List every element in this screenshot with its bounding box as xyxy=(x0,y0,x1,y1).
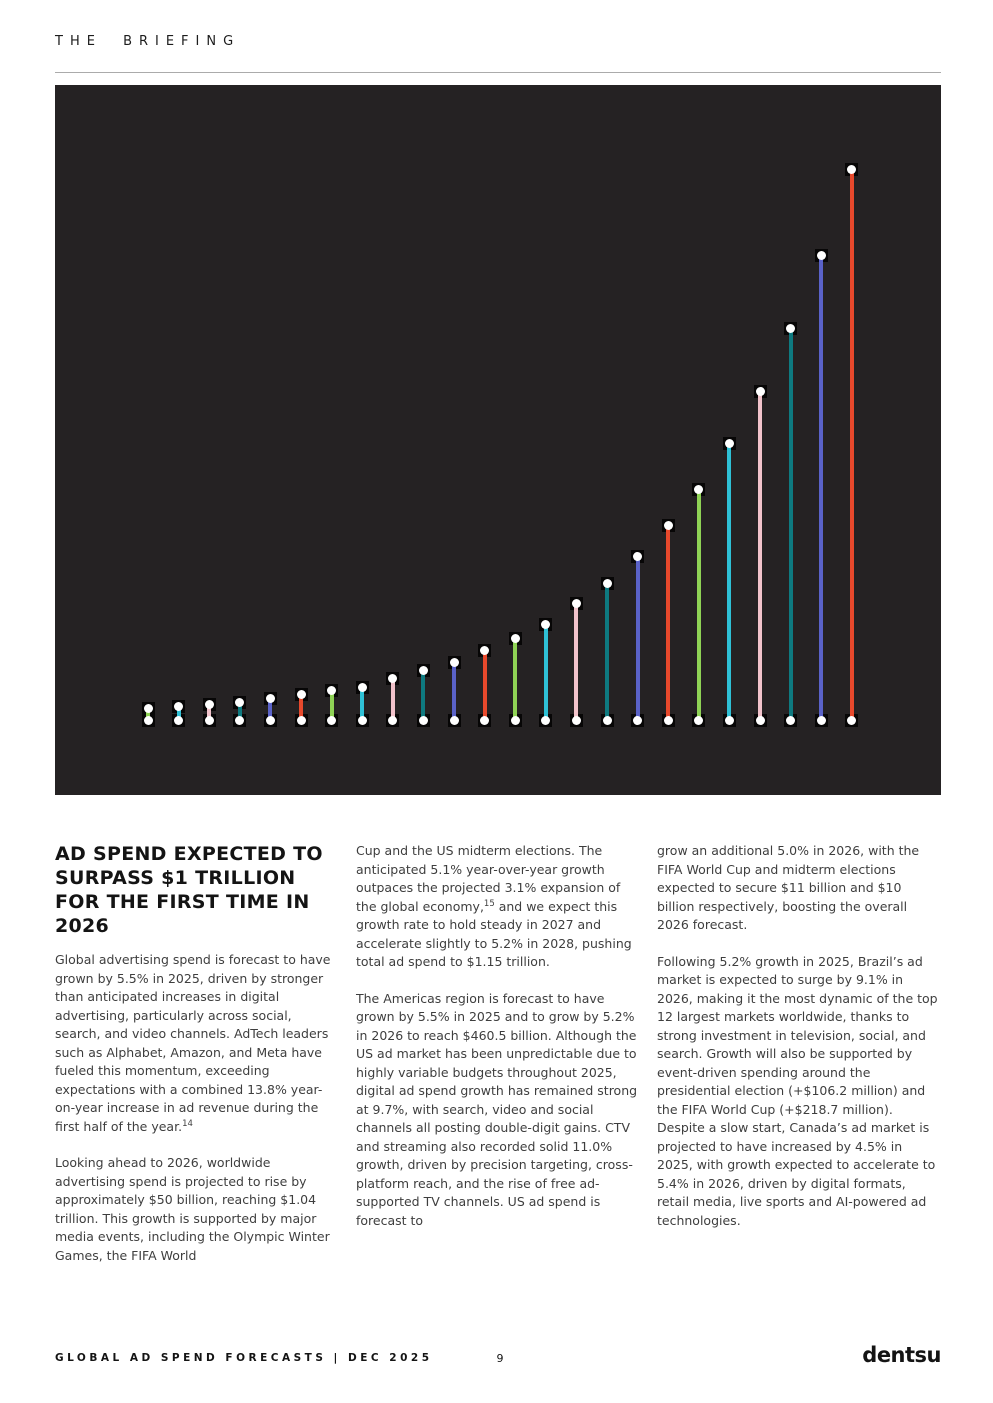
bar-top-dot xyxy=(694,485,703,494)
body-paragraph: Following 5.2% growth in 2025, Brazil’s ad market is expected to surge by 9.1% in 2026, making it the most dynamic of the top 12 largest markets worldwide, thanks to strong investment in television, social, and search. Growth will also be supported by event-driven spending around the presidential election (+$106.2 million) and the FIFA World Cup (+$218.7 million). Despite a slow start, Canada’s ad market is projected to have increased by 4.5% in 2025, with growth expected to accelerate to 5.4% in 2026, driven by digital formats, retail media, live sports and AI-powered ad technologies. xyxy=(657,953,938,1228)
bar-line xyxy=(391,678,395,720)
bar-bottom-dot xyxy=(572,716,581,725)
bar-bottom-dot xyxy=(664,716,673,725)
bar-top-dot xyxy=(664,521,673,530)
bar-bottom-dot xyxy=(847,716,856,725)
bar-line xyxy=(513,638,517,720)
bar-top-dot xyxy=(817,251,826,260)
bar-bottom-dot xyxy=(725,716,734,725)
bar-bottom-dot xyxy=(144,716,153,725)
bar-top-dot xyxy=(358,683,367,692)
bar-line xyxy=(544,624,548,720)
bar-top-dot xyxy=(450,658,459,667)
bar-top-dot xyxy=(144,704,153,713)
bar-top-dot xyxy=(327,686,336,695)
bar-line xyxy=(452,662,456,720)
bar-line xyxy=(727,443,731,720)
bar-top-dot xyxy=(633,552,642,561)
bar-bottom-dot xyxy=(297,716,306,725)
bar-bottom-dot xyxy=(786,716,795,725)
bar-line xyxy=(574,603,578,720)
bar-bottom-dot xyxy=(633,716,642,725)
body-paragraph: Cup and the US midterm elections. The anticipated 5.1% year-over-year growth outpaces the projected 3.1% expansion of the global economy,$^{15}$ and we expect this growth rate to hold steady in 2027 and accelerate slightly to 5.2% in 2028, pushing total ad spend to $1.15 trillion. xyxy=(356,843,632,969)
bar-bottom-dot xyxy=(174,716,183,725)
bar-top-dot xyxy=(572,599,581,608)
bar-top-dot xyxy=(786,324,795,333)
ad-spend-growth-chart xyxy=(55,85,941,795)
bar-bottom-dot xyxy=(541,716,550,725)
bar-line xyxy=(819,255,823,720)
briefing-label: THE BRIEFING xyxy=(55,34,241,49)
bar-line xyxy=(483,650,487,720)
bar-line xyxy=(421,670,425,720)
bar-top-dot xyxy=(174,702,183,711)
bar-bottom-dot xyxy=(480,716,489,725)
body-paragraph: grow an additional 5.0% in 2026, with the FIFA World Cup and midterm elections expected to secure $11 billion and $10 billion respectively, boosting the overall 2026 forecast. xyxy=(657,843,920,932)
bar-top-dot xyxy=(388,674,397,683)
footnote-marker: 14 xyxy=(182,1118,193,1129)
bar-top-dot xyxy=(725,439,734,448)
bar-line xyxy=(789,328,793,720)
page-footer xyxy=(55,1343,941,1376)
article-headline: AD SPEND EXPECTED TO SURPASS $1 TRILLION FOR THE FIRST TIME IN 2026 xyxy=(55,843,323,937)
bar-line xyxy=(636,556,640,720)
bar-top-dot xyxy=(205,700,214,709)
footnote-marker: 15 xyxy=(483,898,495,909)
bar-top-dot xyxy=(847,165,856,174)
bar-bottom-dot xyxy=(419,716,428,725)
bar-line xyxy=(850,169,854,720)
bar-top-dot xyxy=(603,579,612,588)
bar-line xyxy=(605,583,609,720)
footer-report-title: GLOBAL AD SPEND FORECASTS | DEC 2025 xyxy=(55,1352,433,1364)
bar-top-dot xyxy=(480,646,489,655)
text-column xyxy=(356,842,640,1283)
article-columns xyxy=(55,842,941,1283)
dentsu-logo: dentsu xyxy=(862,1343,941,1367)
bar-top-dot xyxy=(266,694,275,703)
bar-line xyxy=(697,489,701,720)
page-number: 9 xyxy=(496,1352,504,1365)
bar-bottom-dot xyxy=(603,716,612,725)
bar-bottom-dot xyxy=(327,716,336,725)
bar-bottom-dot xyxy=(388,716,397,725)
bar-top-dot xyxy=(541,620,550,629)
bar-bottom-dot xyxy=(358,716,367,725)
bar-top-dot xyxy=(511,634,520,643)
text-column xyxy=(55,842,339,1283)
bar-bottom-dot xyxy=(756,716,765,725)
body-paragraph: Looking ahead to 2026, worldwide advertising spend is projected to rise by approximately $50 billion, reaching $1.04 trillion. This growth is supported by major media events, including the Olympic Winter Games, the FIFA World xyxy=(55,1155,330,1263)
bar-bottom-dot xyxy=(694,716,703,725)
body-paragraph: The Americas region is forecast to have grown by 5.5% in 2025 and to grow by 5.2% in 2026 to reach $460.5 billion. Although the US ad market has been unpredictable due to highly variable budgets throughout 2025, digital ad spend growth has remained strong at 9.7%, with search, video and social channels all posting double-digit gains. CTV and streaming also recorded solid 11.0% growth, driven by precision targeting, cross-platform reach, and the rise of free ad-supported TV channels. US ad spend is forecast to xyxy=(356,990,638,1228)
bar-bottom-dot xyxy=(817,716,826,725)
bar-bottom-dot xyxy=(205,716,214,725)
body-paragraph: Global advertising spend is forecast to have grown by 5.5% in 2025, driven by stronger than anticipated increases in digital advertising, particularly across social, search, and video channels. AdTech leaders such as Alphabet, Amazon, and Meta have fueled this momentum, exceeding expectations with a combined 13.8% year-on-year increase in ad revenue during the first half of the year.$^{14}$ xyxy=(55,952,331,1134)
bar-top-dot xyxy=(756,387,765,396)
bar-line xyxy=(666,525,670,720)
bar-bottom-dot xyxy=(235,716,244,725)
bar-top-dot xyxy=(235,698,244,707)
bar-bottom-dot xyxy=(266,716,275,725)
header-divider xyxy=(55,72,941,73)
bar-bottom-dot xyxy=(450,716,459,725)
bar-top-dot xyxy=(297,690,306,699)
bar-bottom-dot xyxy=(511,716,520,725)
bar-line xyxy=(758,391,762,720)
text-column xyxy=(657,842,941,1283)
bar-top-dot xyxy=(419,666,428,675)
